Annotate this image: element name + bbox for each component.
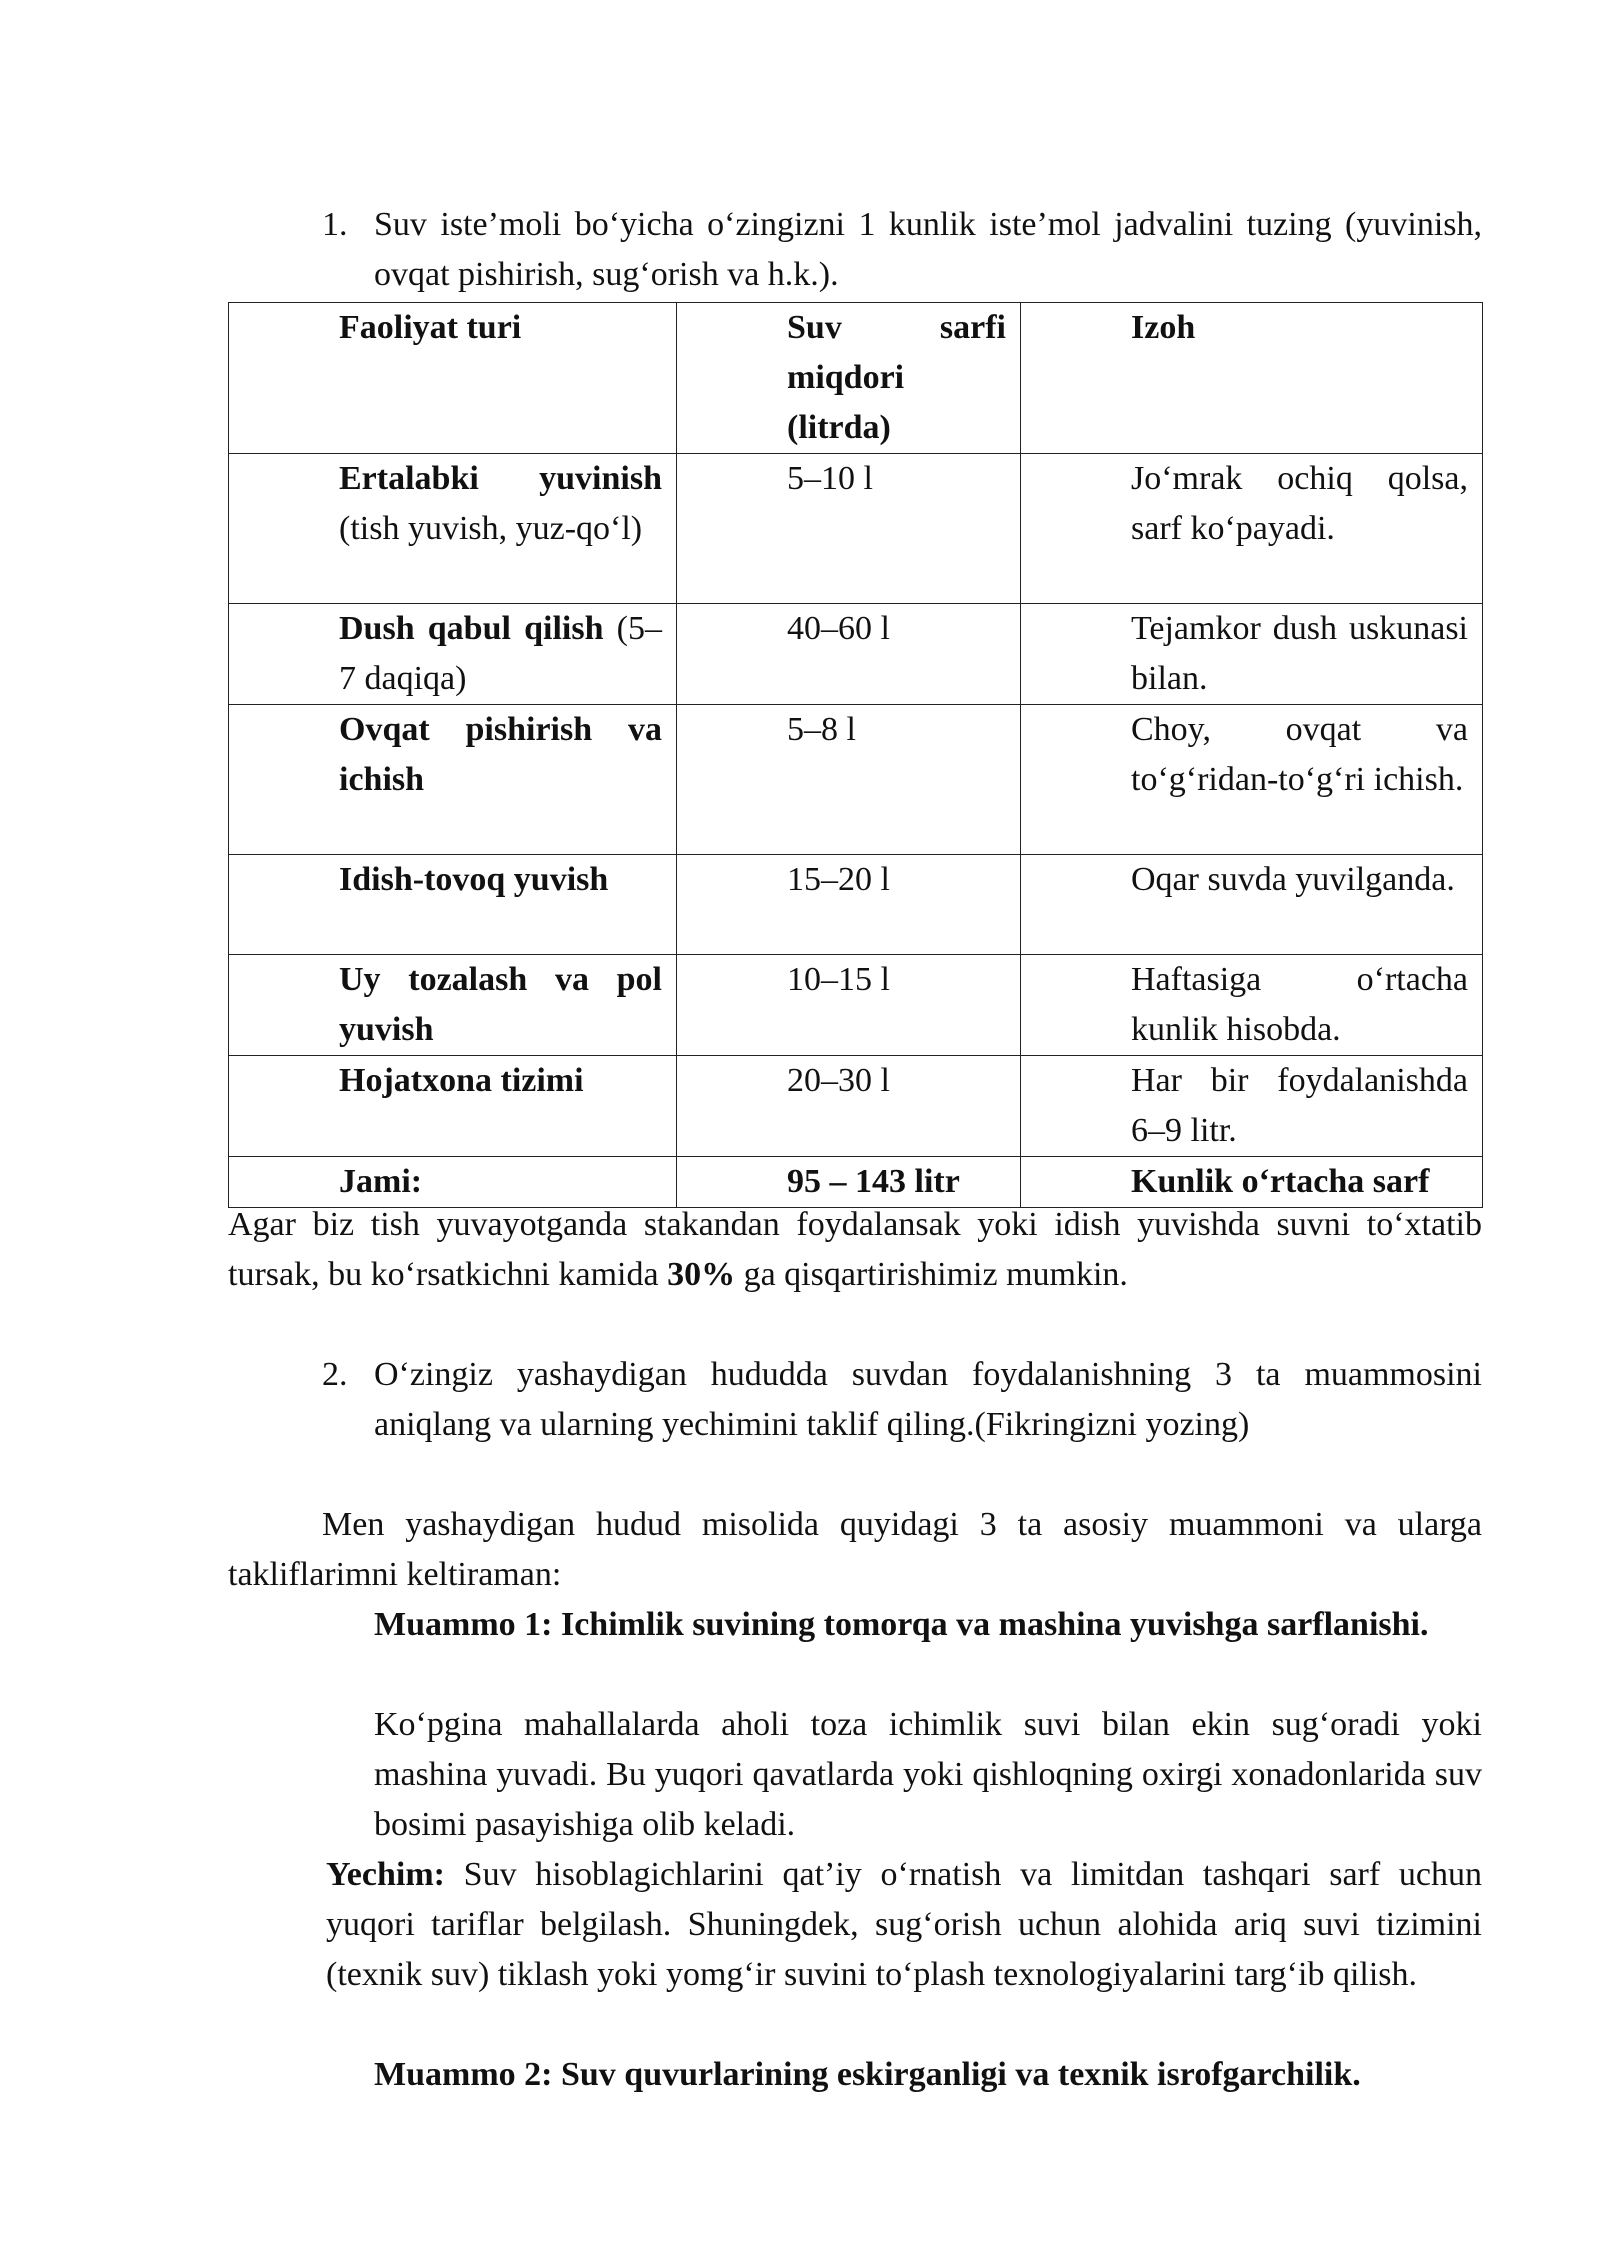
- table-header-row: [229, 303, 1483, 454]
- activity-name: Ertalabki yuvinish: [339, 460, 662, 497]
- savings-percent: 30%: [667, 1256, 736, 1293]
- note-cell: Oqar suvda yuvilganda.: [1021, 855, 1483, 955]
- note-cell: Haftasiga o‘rtacha kunlik hisobda.: [1021, 955, 1483, 1056]
- activity-cell: [229, 955, 677, 1056]
- activity-cell: [229, 705, 677, 855]
- table-row: [229, 855, 1483, 955]
- total-note: Kunlik o‘rtacha sarf: [1021, 1157, 1483, 1208]
- intro-paragraph: Men yashaydigan hudud misolida quyidagi 3 ta asosiy muammoni va ularga takliflarimni keltiraman:: [228, 1506, 1482, 1593]
- amount-cell: 10–15 l: [677, 955, 1021, 1056]
- header-note: Izoh: [1021, 303, 1483, 454]
- activity-cell: [229, 855, 677, 955]
- problem-1-body: Ko‘pgina mahallalarda aholi toza ichimlik suvi bilan ekin sug‘oradi yoki mashina yuvadi. Bu yuqori qavatlarda yoki qishloqning oxirgi xonadonlarida suv bosimi pasayishiga olib keladi.: [374, 1706, 1482, 1843]
- activity-name: Idish-tovoq yuvish: [339, 861, 609, 898]
- solution-1: [326, 1850, 1482, 2000]
- activity-name: Hojatxona tizimi: [339, 1062, 584, 1099]
- activity-cell: [229, 604, 677, 705]
- note-cell: Choy, ovqat va to‘g‘ridan-to‘g‘ri ichish.: [1021, 705, 1483, 855]
- problem-1-title: Muammo 1: Ichimlik suvining tomorqa va mashina yuvishga sarflanishi.: [374, 1606, 1429, 1643]
- task-1-text: Suv iste’moli bo‘yicha o‘zingizni 1 kunlik iste’mol jadvalini tuzing (yuvinish, ovqat pishirish, sug‘orish va h.k.).: [374, 206, 1482, 293]
- solution-text: Suv hisoblagichlarini qat’iy o‘rnatish va limitdan tashqari sarf uchun yuqori tariflar belgilash. Shuningdek, sug‘orish uchun alohida ariq suvi tizimini (texnik suv) tiklash yoki yomg‘ir suvini to‘plash texnologiyalarini targ‘ib qilish.: [326, 1856, 1482, 1993]
- note-cell: Har bir foydalanishda 6–9 litr.: [1021, 1056, 1483, 1157]
- savings-text-after: ga qisqartirishimiz mumkin.: [735, 1256, 1128, 1293]
- problem-2-title: Muammo 2: Suv quvurlarining eskirganligi va texnik isrofgarchilik.: [374, 2056, 1361, 2093]
- activity-name: Ovqat pishirish va ichish: [339, 711, 662, 798]
- amount-cell: 5–8 l: [677, 705, 1021, 855]
- savings-paragraph: [228, 1200, 1482, 1300]
- amount-cell: 15–20 l: [677, 855, 1021, 955]
- amount-cell: 5–10 l: [677, 454, 1021, 604]
- table-row: [229, 705, 1483, 855]
- table-row: [229, 955, 1483, 1056]
- activity-name: Uy tozalash va pol yuvish: [339, 961, 662, 1048]
- amount-cell: 20–30 l: [677, 1056, 1021, 1157]
- task-2: [322, 1350, 1482, 1450]
- activity-detail: (tish yuvish, yuz-qo‘l): [339, 510, 643, 547]
- note-cell: Tejamkor dush uskunasi bilan.: [1021, 604, 1483, 705]
- note-cell: Jo‘mrak ochiq qolsa, sarf ko‘payadi.: [1021, 454, 1483, 604]
- task-2-number: 2.: [322, 1356, 348, 1393]
- total-amount: 95 – 143 litr: [677, 1157, 1021, 1208]
- water-usage-table: [228, 302, 1483, 1208]
- activity-cell: [229, 1056, 677, 1157]
- header-amount: Suv sarfi miqdori (litrda): [677, 303, 1021, 454]
- table-row: [229, 454, 1483, 604]
- amount-cell: 40–60 l: [677, 604, 1021, 705]
- activity-cell: [229, 454, 677, 604]
- task-1-number: 1.: [322, 206, 348, 243]
- header-activity: Faoliyat turi: [229, 303, 677, 454]
- solution-label: Yechim:: [326, 1856, 445, 1893]
- activity-name: Dush qabul qilish: [339, 610, 604, 647]
- savings-text-before: Agar biz tish yuvayotganda stakandan foydalansak yoki idish yuvishda suvni to‘xtatib tursak, bu ko‘rsatkichni kamida: [228, 1206, 1482, 1293]
- activity-detail: (5–7 daqiqa): [339, 610, 662, 697]
- table-row: [229, 604, 1483, 705]
- task-2-text: O‘zingiz yashaydigan hududda suvdan foydalanishning 3 ta muammosini aniqlang va ularning yechimini taklif qiling.(Fikringizni yozing): [374, 1356, 1482, 1443]
- table-row: [229, 1056, 1483, 1157]
- total-label: Jami:: [229, 1157, 677, 1208]
- task-1: [322, 200, 1482, 300]
